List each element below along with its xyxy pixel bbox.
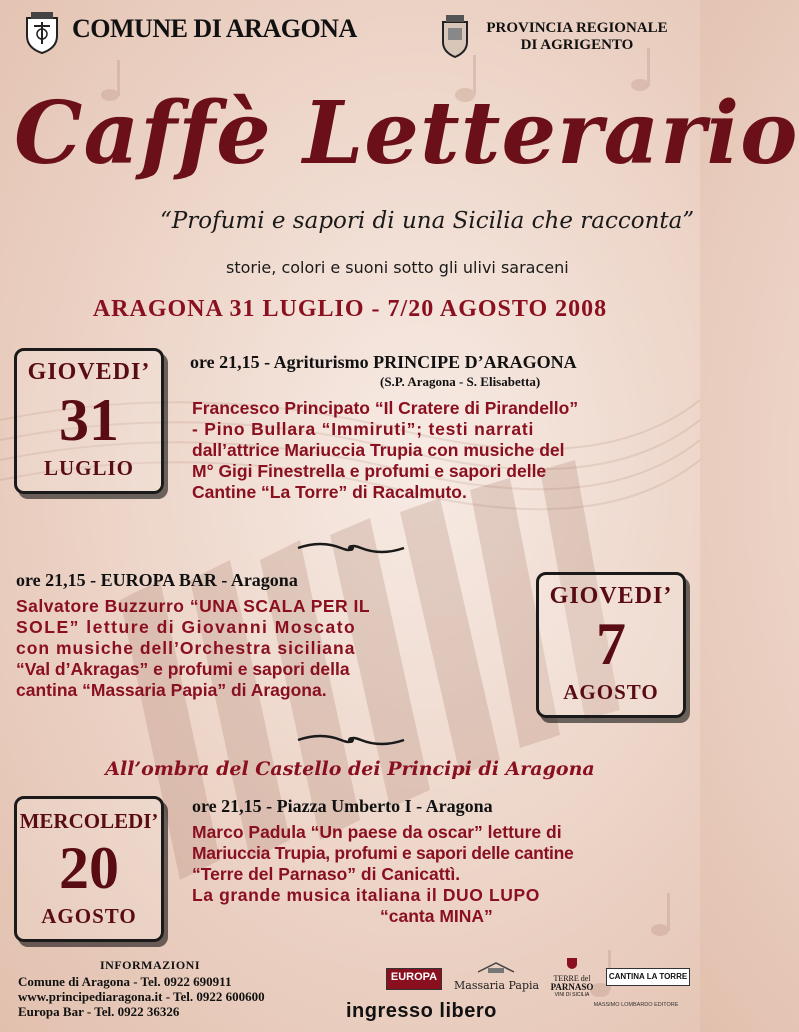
comune-label: COMUNE DI ARAGONA (72, 14, 357, 43)
event2-month: AGOSTO (563, 680, 659, 704)
event1-time-place: ore 21,15 - Agriturismo PRINCIPE D’ARAGONA (190, 352, 577, 372)
event2-day: GIOVEDI’ (549, 583, 673, 609)
event3-number: 20 (59, 835, 119, 901)
event2-line: “Val d’Akragas” e profumi e sapori della (16, 659, 350, 679)
massaria-logo-text: Massaria Papia (454, 979, 540, 992)
editore-logo-text: MASSIMO LOMBARDO EDITORE (593, 1002, 679, 1008)
terre-line1: TERRE del (553, 974, 591, 983)
free-entry-label: ingresso libero (346, 1000, 497, 1022)
event2-description (16, 596, 516, 701)
europa-logo (386, 968, 442, 990)
info-line: www.principediaragona.it - Tel. 0922 600600 (18, 989, 265, 1004)
castle-line: All’ombra del Castello dei Principi di Aragona (105, 758, 595, 780)
info-line: Europa Bar - Tel. 0922 36326 (18, 1004, 180, 1019)
info-heading: INFORMAZIONI (100, 958, 201, 972)
event1-number: 31 (59, 387, 119, 453)
event3-month: AGOSTO (41, 904, 137, 928)
info-block (18, 974, 265, 1019)
event1-line: dall’attrice Mariuccia Trupia con musiche del (192, 440, 565, 460)
comune-crest-icon (22, 10, 62, 54)
divider-ornament-icon (296, 538, 406, 558)
terre-line3: VINI DI SICILIA (554, 992, 590, 998)
event3-time-place: ore 21,15 - Piazza Umberto I - Aragona (192, 796, 493, 816)
event3-day: MERCOLEDI’ (19, 809, 159, 833)
event2-date-box (536, 572, 686, 718)
event2-line: cantina “Massaria Papia” di Aragona. (16, 680, 327, 700)
event1-description (192, 398, 692, 503)
event2-number: 7 (596, 611, 626, 677)
event3-line: La grande musica italiana il DUO LUPO (192, 885, 540, 905)
europa-logo-text: EUROPA (390, 971, 438, 983)
terre-crest-icon (565, 956, 579, 970)
event3-line: “canta MINA” (380, 906, 493, 926)
event1-day: GIOVEDI’ (27, 359, 151, 385)
cantina-logo-text: CANTINA LA TORRE (608, 972, 688, 981)
cantina-torre-logo (606, 968, 690, 986)
event3-description (192, 822, 692, 927)
event1-line: M° Gigi Finestrella e profumi e sapori delle (192, 461, 547, 481)
event1-line: Cantine “La Torre” di Racalmuto. (192, 482, 467, 502)
event3-line: Mariuccia Trupia, profumi e sapori delle cantine (192, 843, 574, 863)
event3-line: “Terre del Parnaso” di Canicattì. (192, 864, 461, 884)
event1-date-box (14, 348, 164, 494)
event2-line: Salvatore Buzzurro “UNA SCALA PER IL (16, 596, 371, 616)
massaria-logo (454, 960, 538, 996)
terre-parnaso-logo (546, 956, 598, 996)
provincia-label (482, 20, 672, 54)
massaria-house-icon (476, 960, 516, 974)
event3-date-box (14, 796, 164, 942)
event2-line: SOLE” letture di Giovanni Moscato (16, 617, 357, 637)
event1-month: LUGLIO (43, 456, 135, 480)
event2-line: con musiche dell’Orchestra siciliana (16, 638, 356, 658)
event3-line: Marco Padula “Un paese da oscar” letture di (192, 822, 562, 842)
provincia-line2: DI AGRIGENTO (520, 37, 634, 53)
event2-time-place: ore 21,15 - EUROPA BAR - Aragona (16, 570, 298, 590)
event1-address: (S.P. Aragona - S. Elisabetta) (380, 374, 541, 389)
tagline: storie, colori e suoni sotto gli ulivi saraceni (226, 258, 569, 277)
provincia-crest-icon (440, 14, 470, 58)
info-line: Comune di Aragona - Tel. 0922 690911 (18, 974, 232, 989)
event1-line: - Pino Bullara “Immiruti”; testi narrati (192, 419, 535, 439)
provincia-line1: PROVINCIA REGIONALE (486, 20, 668, 36)
event1-line: Francesco Principato “Il Cratere di Pirandello” (192, 398, 579, 418)
date-range: ARAGONA 31 LUGLIO - 7/20 AGOSTO 2008 (92, 296, 608, 322)
editore-logo (586, 998, 686, 1012)
divider-ornament-icon (296, 730, 406, 750)
main-title: Caffè Letterario (14, 83, 799, 184)
subtitle: “Profumi e sapori di una Sicilia che racconta” (160, 208, 695, 234)
terre-line2: PARNASO (550, 982, 594, 992)
